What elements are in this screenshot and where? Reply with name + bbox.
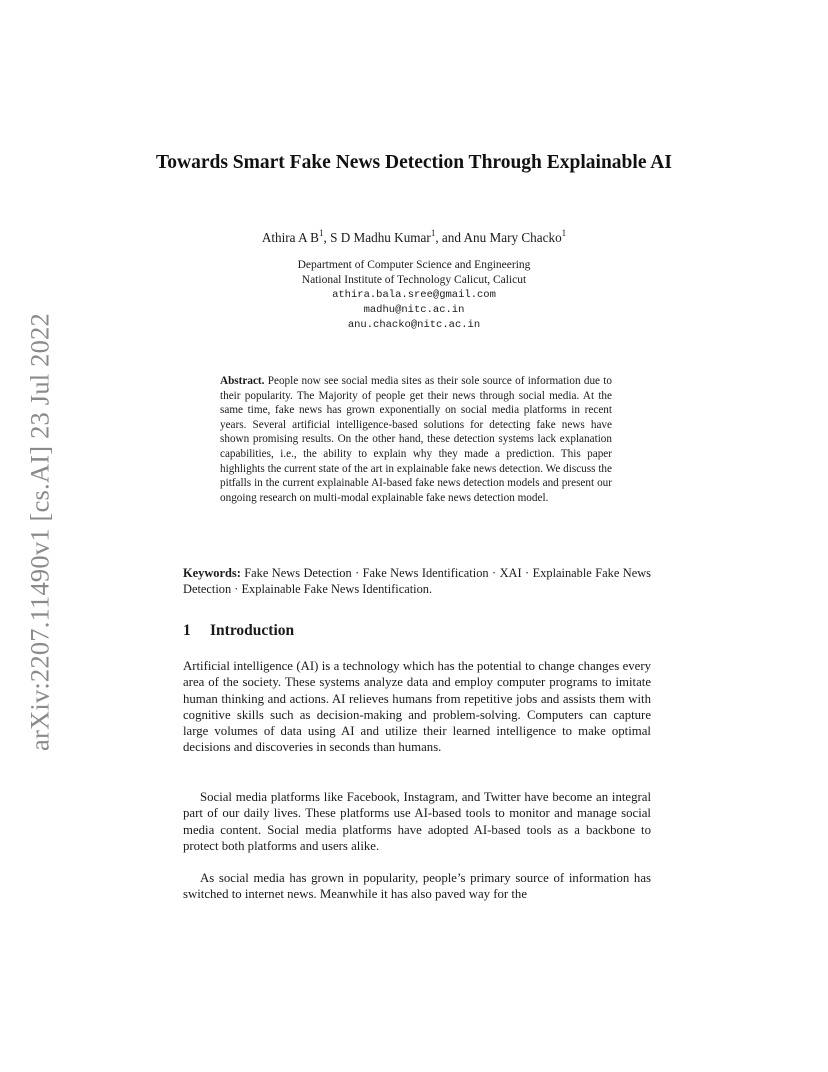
abstract-label: Abstract.: [220, 375, 265, 387]
author-name: , and Anu Mary Chacko: [435, 230, 562, 245]
affiliation-block: [150, 258, 678, 333]
section-heading: [183, 621, 651, 641]
author-affiliation-mark: 1: [430, 228, 436, 238]
department-line: Department of Computer Science and Engineering: [297, 259, 531, 271]
paper-title: Towards Smart Fake News Detection Through Explainable AI: [156, 152, 672, 173]
author-name: Athira A B: [261, 230, 319, 245]
keywords-text: Fake News Detection · Fake News Identification · XAI · Explainable Fake News Detection · Explainable Fake News Identification.: [183, 566, 651, 596]
abstract: [220, 374, 612, 505]
arxiv-identifier-stamp: arXiv:2207.11490v1 [cs.AI] 23 Jul 2022: [24, 313, 55, 751]
abstract-text: People now see social media sites as their sole source of information due to their popularity. The Majority of people get their news through social media. At the same time, fake news has grown exponentially on social media platforms in recent years. Several artificial intelligence-based solutions for detecting fake news have shown promising results. On the other hand, these detection systems lack explanation capabilities, i.e., the ability to explain why they made a prediction. This paper highlights the current state of the art in explainable fake news detection. We discuss the pitfalls in the current explainable AI-based fake news detection models and present our ongoing research on multi-modal explainable fake news detection model.: [220, 375, 613, 504]
author-email: athira.bala.sree@gmail.com: [332, 289, 496, 301]
section-number: 1: [183, 622, 191, 639]
keywords-label: Keywords:: [183, 566, 241, 580]
author-email: anu.chacko@nitc.ac.in: [347, 319, 481, 331]
institute-line: National Institute of Technology Calicut, Calicut: [301, 274, 527, 286]
author-name: , S D Madhu Kumar: [323, 230, 431, 245]
body-paragraph: Artificial intelligence (AI) is a technology which has the potential to change changes every area of the society. These systems analyze data and employ computer programs to imitate human thinking and actions. AI relieves humans from repetitive jobs and assists them with cognitive skills such as decision-making and problem-solving. Computers can capture large volumes of data using AI and utilize their learned intelligence to make optimal decisions and discoveries in seconds than humans.: [183, 659, 651, 755]
author-affiliation-mark: 1: [318, 228, 324, 238]
section-title: Introduction: [210, 622, 295, 639]
author-email: madhu@nitc.ac.in: [363, 304, 465, 316]
body-paragraph: As social media has grown in popularity, people’s primary source of information has switched to internet news. Meanwhile it has also paved way for the: [183, 871, 651, 902]
keywords: [183, 565, 651, 597]
author-affiliation-mark: 1: [561, 228, 567, 238]
body-paragraph: Social media platforms like Facebook, Instagram, and Twitter have become an integral part of our daily lives. These platforms use AI-based tools to monitor and manage social media content. Social media platforms have adopted AI-based tools as a backbone to protect both platforms and users alike.: [183, 790, 651, 853]
author-list: [150, 229, 678, 247]
